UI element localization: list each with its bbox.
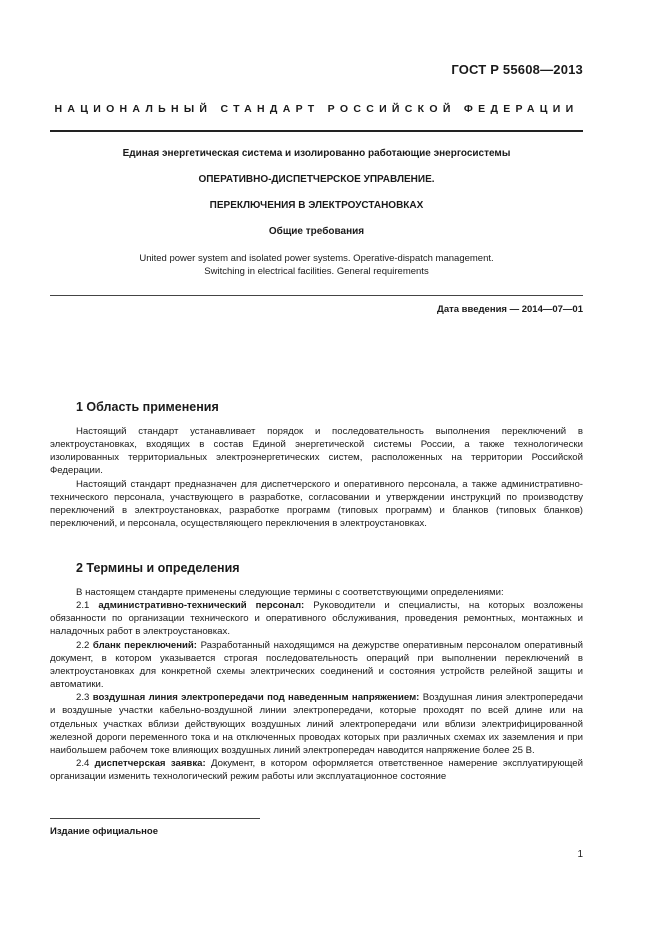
term-name: административно-технический персонал: <box>98 600 305 612</box>
term-definition: Документ, в котором оформляется ответственное намерение эксплуатирующей организации изменить технологический режим работы или эксплуатационное состояние <box>50 758 583 783</box>
term-definition: Воздушная линия электропередачи и воздушные участки кабельно-воздушной линии электропередачи, которые проходят по всей длине или на отдельных участках вблизи действующих воздушных линий электропередачи или вблизи электрифицированной железной дороги переменного тока и на отключенных проводах которых при различных схемах их заземления и при наибольшем рабочем токе влияющих воздушных линий электропередач наводится напряжение более 25 В. <box>50 692 583 756</box>
term-definition: Разработанный находящимся на дежурстве оперативным персоналом оперативный документ, в котором указывается строгая последовательность операций при выполнении переключений в электроустановках для конкретной схемы электрических соединений и состояния устройств релейной защиты и автоматики. <box>50 639 583 691</box>
paragraph: В настоящем стандарте применены следующие термины с соответствующими определениями: <box>76 587 504 598</box>
paragraph: Настоящий стандарт устанавливает порядок и последовательность выполнения переключений в электроустановках, входящих в состав Единой энергетической системы России, а также технологически изолированных территориальных электроэнергетических систем, расположенных на территории Российской Федерации. <box>50 426 583 477</box>
term-number: 2.1 <box>76 600 90 612</box>
title-switching: ПЕРЕКЛЮЧЕНИЯ В ЭЛЕКТРОУСТАНОВКАХ <box>209 200 424 211</box>
paragraph: Настоящий стандарт предназначен для диспетчерского и оперативного персонала, а также административно-технического персонала, участвующего в разработке, согласовании и утверждении инструкций по производству переключений в электроустановках, разработке программ (типовых программ) и бланков (типовых бланков) переключений, и персонала, осуществляющего переключения в электроустановках. <box>50 478 583 530</box>
title-general-requirements: Общие требования <box>268 226 365 237</box>
section-scope <box>50 400 583 530</box>
term-definition: Руководители и специалисты, на которых возложены обязанности по организации технического и оперативного обслуживания, проведения ремонтных, монтажных и наладочных работ в электроустановках. <box>50 600 583 638</box>
term-name: бланк переключений: <box>92 639 198 651</box>
section-terms <box>50 561 583 783</box>
header-divider <box>50 130 583 132</box>
title-divider <box>50 295 583 296</box>
footer-divider <box>50 818 260 819</box>
title-system: Единая энергетическая система и изолированно работающие энергосистемы <box>122 148 511 159</box>
term-entry <box>50 639 583 692</box>
title-management: ОПЕРАТИВНО-ДИСПЕТЧЕРСКОЕ УПРАВЛЕНИЕ. <box>198 174 435 185</box>
section-heading: 1 Область применения <box>76 400 219 414</box>
edition-label: Издание официальное <box>50 826 158 837</box>
term-entry <box>50 691 583 757</box>
term-number: 2.2 <box>76 639 90 651</box>
title-block <box>50 147 583 278</box>
term-entry <box>50 599 583 638</box>
term-number: 2.4 <box>76 758 90 770</box>
gost-code: ГОСТ Р 55608—2013 <box>451 62 583 77</box>
english-title-line-2: Switching in electrical facilities. General requirements <box>204 266 429 277</box>
page-number: 1 <box>577 849 583 860</box>
national-standard-banner: НАЦИОНАЛЬНЫЙ СТАНДАРТ РОССИЙСКОЙ ФЕДЕРАЦИИ <box>54 103 579 115</box>
english-title-line-1: United power system and isolated power systems. Operative-dispatch management. <box>139 253 494 264</box>
term-name: воздушная линия электропередачи под наведенным напряжением: <box>92 692 420 704</box>
term-number: 2.3 <box>76 692 90 704</box>
english-title <box>50 252 583 278</box>
introduction-date: Дата введения — 2014—07—01 <box>437 304 583 315</box>
term-entry <box>50 757 583 783</box>
term-name: диспетчерская заявка: <box>94 758 206 770</box>
section-heading: 2 Термины и определения <box>76 561 240 575</box>
